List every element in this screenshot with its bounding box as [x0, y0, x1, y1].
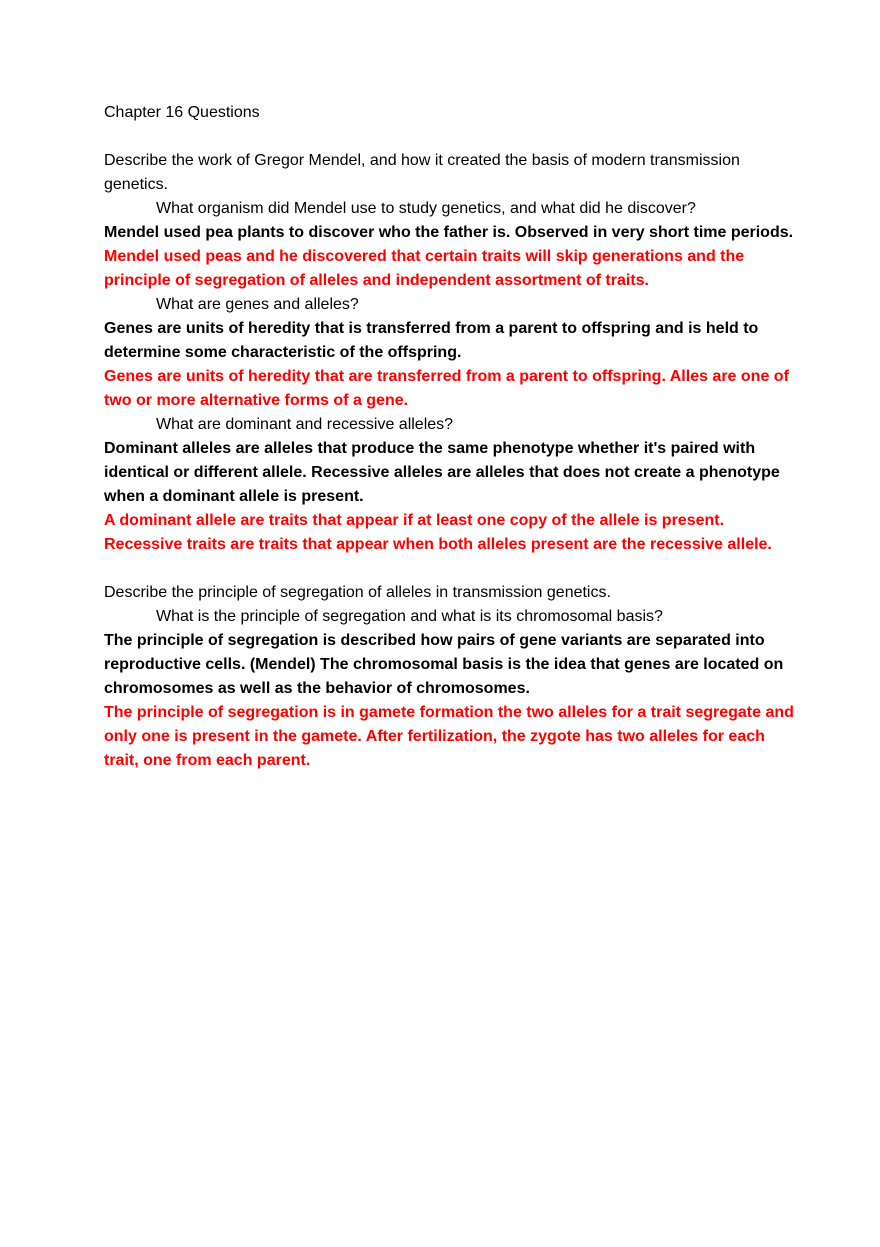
section-heading: Describe the work of Gregor Mendel, and how it created the basis of modern transmission genetics.	[104, 152, 740, 193]
answer-red: Genes are units of heredity that are transferred from a parent to offspring. Alles are one of two or more alternative forms of a gene.	[104, 368, 789, 409]
answer-black: Genes are units of heredity that is transferred from a parent to offspring and is held to determine some characteristic of the offspring.	[104, 320, 759, 361]
question: What are dominant and recessive alleles?	[156, 416, 454, 433]
answer-black: Mendel used pea plants to discover who the father is. Observed in very short time periods.	[104, 224, 794, 241]
section-spacer	[104, 557, 794, 581]
section-2	[104, 581, 794, 773]
question: What organism did Mendel use to study genetics, and what did he discover?	[156, 200, 696, 217]
answer-red: The principle of segregation is in gamete formation the two alleles for a trait segregate and only one is present in the gamete. After fertilization, the zygote has two alleles for each trait, one from each parent.	[104, 704, 794, 769]
answer-red: A dominant allele are traits that appear if at least one copy of the allele is present. Recessive traits are traits that appear when both alleles present are the recessive allele.	[104, 512, 772, 553]
document-page	[104, 101, 794, 773]
answer-red: Mendel used peas and he discovered that certain traits will skip generations and the principle of segregation of alleles and independent assortment of traits.	[104, 248, 745, 289]
question: What is the principle of segregation and what is its chromosomal basis?	[156, 608, 663, 625]
answer-black: The principle of segregation is described how pairs of gene variants are separated into reproductive cells. (Mendel) The chromosomal basis is the idea that genes are located on chromosomes as well as the behavior of chromosomes.	[104, 632, 784, 697]
section-heading: Describe the principle of segregation of alleles in transmission genetics.	[104, 584, 611, 601]
document-title: Chapter 16 Questions	[104, 104, 260, 121]
section-1	[104, 149, 794, 557]
answer-black: Dominant alleles are alleles that produce the same phenotype whether it's paired with identical or different allele. Recessive alleles are alleles that does not create a phenotype when a dominant allele is present.	[104, 440, 780, 505]
question: What are genes and alleles?	[156, 296, 359, 313]
